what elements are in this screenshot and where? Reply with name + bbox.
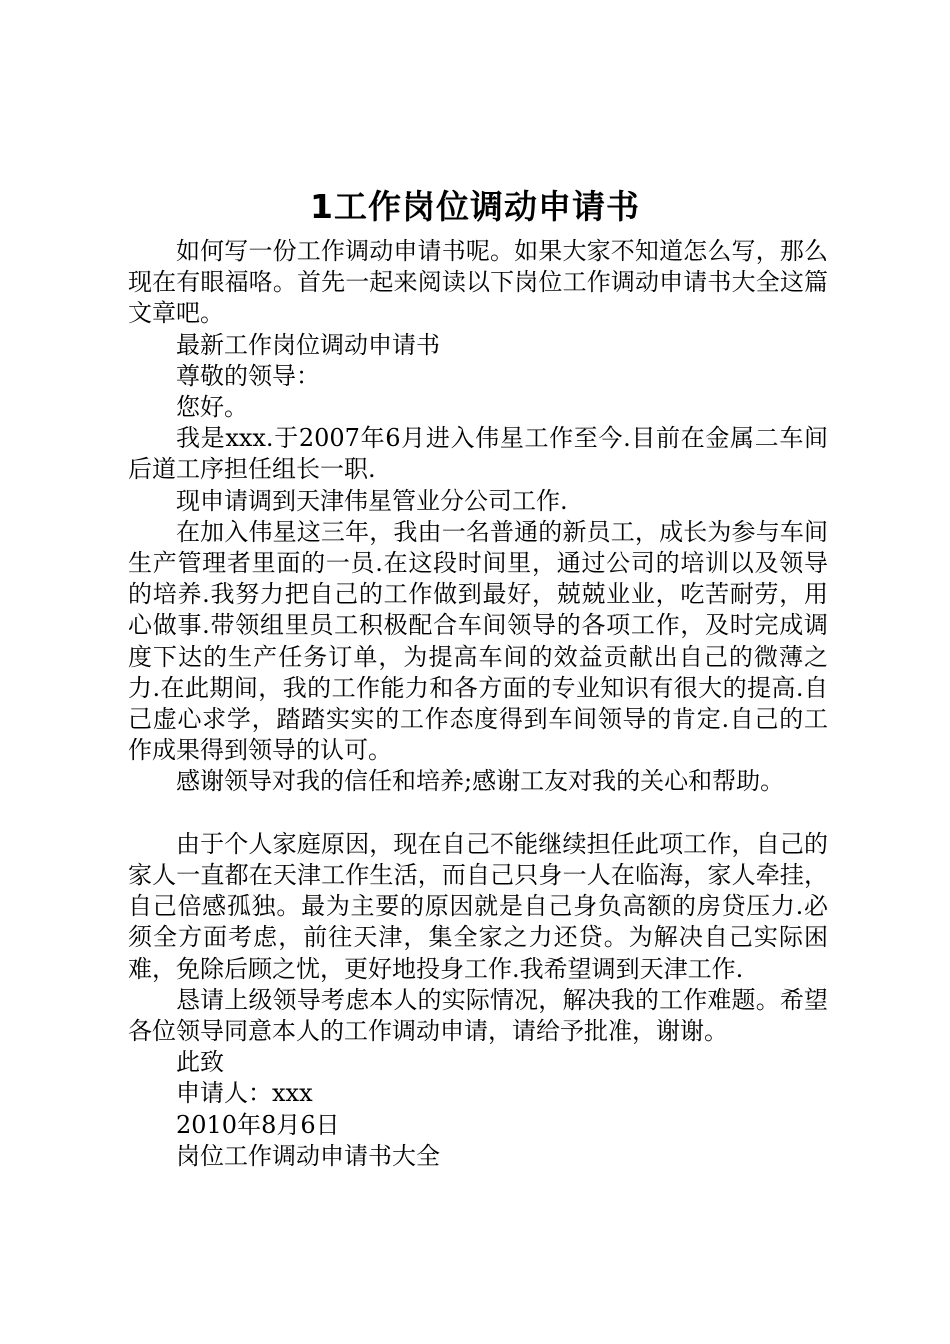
section-heading: 岗位工作调动申请书大全: [176, 1141, 440, 1170]
thanks-paragraph: 感谢领导对我的信任和培养;感谢工友对我的关心和帮助。: [176, 767, 785, 796]
document-body: [128, 236, 828, 1172]
plea-paragraph: 恳请上级领导考虑本人的实际情况，解决我的工作难题。希望各位领导同意本人的工作调动申请，请给予批准，谢谢。: [128, 985, 828, 1046]
request-paragraph: 现申请调到天津伟星管业分公司工作.: [176, 486, 568, 515]
closing-line: 此致: [176, 1048, 224, 1077]
blank-line: [128, 798, 828, 829]
experience-paragraph: 在加入伟星这三年，我由一名普通的新员工，成长为参与车间生产管理者里面的一员.在这段时间里，通过公司的培训以及领导的培养.我努力把自己的工作做到最好，兢兢业业，吃苦耐劳，用心做事.带领组里员工积极配合车间领导的各项工作，及时完成调度下达的生产任务订单，为提高车间的效益贡献出自己的微薄之力.在此期间，我的工作能力和各方面的专业知识有很大的提高.自己虚心求学，踏踏实实的工作态度得到车间领导的肯定.自己的工作成果得到领导的认可。: [128, 517, 828, 765]
intro-paragraph: 如何写一份工作调动申请书呢。如果大家不知道怎么写，那么现在有眼福咯。首先一起来阅读以下岗位工作调动申请书大全这篇文章吧。: [128, 237, 828, 328]
document-title: 1工作岗位调动申请书: [310, 187, 640, 226]
applicant-line: 申请人：xxx: [176, 1079, 313, 1108]
salutation: 尊敬的领导：: [176, 361, 320, 390]
subtitle-line: 最新工作岗位调动申请书: [176, 330, 440, 359]
greeting: 您好。: [176, 393, 248, 422]
self-introduction-paragraph: 我是xxx.于2007年6月进入伟星工作至今.目前在金属二车间后道工序担任组长一职.: [128, 424, 828, 484]
reason-paragraph: 由于个人家庭原因，现在自己不能继续担任此项工作，自己的家人一直都在天津工作生活，而自己只身一人在临海，家人牵挂，自己倍感孤独。最为主要的原因就是自己身负高额的房贷压力.必须全方面考虑，前往天津，集全家之力还贷。为解决自己实际困难，免除后顾之忧，更好地投身工作.我希望调到天津工作.: [128, 829, 828, 983]
date-line: 2010年8月6日: [176, 1110, 340, 1139]
